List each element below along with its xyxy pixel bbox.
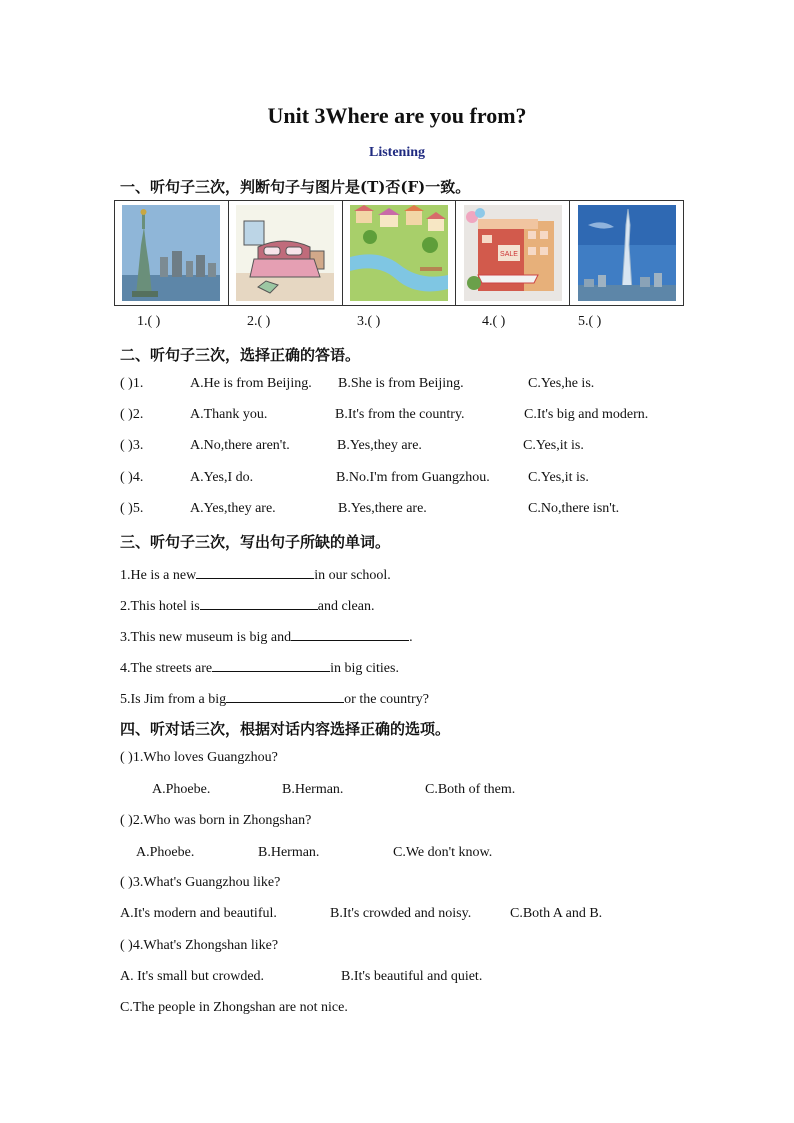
s3-sentence-1-start: 1.He is a new bbox=[120, 568, 197, 583]
s4-q4-option-b: B.It's beautiful and quiet. bbox=[341, 969, 483, 984]
s2-q2-number[interactable]: ( )2. bbox=[120, 407, 144, 422]
section1-heading: 一、听句子三次，判断句子与图片是(T)否(F)一致。 bbox=[120, 178, 471, 196]
section4-heading: 四、听对话三次，根据对话内容选择正确的选项。 bbox=[120, 720, 451, 738]
s3-blank-1[interactable] bbox=[196, 564, 314, 579]
s4-q1-option-c: C.Both of them. bbox=[425, 782, 516, 797]
s2-q5-number[interactable]: ( )5. bbox=[120, 501, 144, 516]
s3-sentence-2-end: and clean. bbox=[317, 599, 375, 614]
s2-q1-number[interactable]: ( )1. bbox=[120, 376, 144, 391]
shopping-mall-icon bbox=[464, 205, 562, 301]
answer-5[interactable]: 5.( ) bbox=[578, 314, 602, 329]
s3-sentence-4 bbox=[120, 657, 399, 677]
picture-cell-5 bbox=[570, 201, 683, 305]
picture-cell-2 bbox=[229, 201, 343, 305]
section3-heading: 三、听句子三次，写出句子所缺的单词。 bbox=[120, 533, 391, 551]
s2-q5-option-c: C.No,there isn't. bbox=[528, 501, 620, 516]
s4-q2-option-b: B.Herman. bbox=[258, 845, 320, 860]
s3-sentence-1-end: in our school. bbox=[314, 568, 391, 583]
s3-blank-2[interactable] bbox=[200, 595, 318, 610]
s4-q2-option-c: C.We don't know. bbox=[393, 845, 493, 860]
s2-q1-option-b: B.She is from Beijing. bbox=[338, 376, 464, 391]
bed-icon bbox=[236, 205, 334, 301]
s2-q4-number[interactable]: ( )4. bbox=[120, 470, 144, 485]
s3-sentence-4-end: in big cities. bbox=[330, 661, 399, 676]
page-title: Unit 3Where are you from? bbox=[267, 103, 527, 128]
s3-sentence-2-start: 2.This hotel is bbox=[120, 599, 200, 614]
s4-q2-question[interactable]: ( )2.Who was born in Zhongshan? bbox=[120, 813, 312, 828]
s4-q4-question[interactable]: ( )4.What's Zhongshan like? bbox=[120, 938, 279, 953]
s3-blank-3[interactable] bbox=[291, 626, 409, 641]
s3-sentence-3 bbox=[120, 626, 413, 646]
s3-sentence-2 bbox=[120, 595, 374, 615]
s3-sentence-1 bbox=[120, 564, 391, 584]
s3-sentence-3-end: . bbox=[409, 630, 413, 645]
s4-q1-option-a: A.Phoebe. bbox=[152, 782, 211, 797]
s2-q5-option-b: B.Yes,there are. bbox=[338, 501, 427, 516]
picture-cell-4 bbox=[456, 201, 570, 305]
s2-q4-option-b: B.No.I'm from Guangzhou. bbox=[336, 470, 490, 485]
canton-tower-icon bbox=[578, 205, 676, 301]
s4-q3-question[interactable]: ( )3.What's Guangzhou like? bbox=[120, 875, 281, 890]
s2-q1-option-a: A.He is from Beijing. bbox=[190, 376, 312, 391]
s2-q2-option-b: B.It's from the country. bbox=[335, 407, 465, 422]
picture-cell-3 bbox=[343, 201, 457, 305]
page-subtitle: Listening bbox=[368, 145, 425, 160]
s2-q5-option-a: A.Yes,they are. bbox=[190, 501, 276, 516]
answer-4[interactable]: 4.( ) bbox=[482, 314, 506, 329]
s3-blank-5[interactable] bbox=[226, 688, 344, 703]
s4-q1-question[interactable]: ( )1.Who loves Guangzhou? bbox=[120, 750, 278, 765]
s3-sentence-3-start: 3.This new museum is big and bbox=[120, 630, 292, 645]
section2-heading: 二、听句子三次，选择正确的答语。 bbox=[120, 346, 361, 364]
s3-sentence-5 bbox=[120, 688, 429, 708]
s3-sentence-4-start: 4.The streets are bbox=[120, 661, 213, 676]
s2-q4-option-a: A.Yes,I do. bbox=[190, 470, 254, 485]
picture-cell-1 bbox=[115, 201, 229, 305]
s4-q3-option-a: A.It's modern and beautiful. bbox=[120, 906, 277, 921]
s4-q4-option-a: A. It's small but crowded. bbox=[120, 969, 265, 984]
s2-q4-option-c: C.Yes,it is. bbox=[528, 470, 589, 485]
village-icon bbox=[350, 205, 448, 301]
s4-q3-option-b: B.It's crowded and noisy. bbox=[330, 906, 472, 921]
s4-q1-option-b: B.Herman. bbox=[282, 782, 344, 797]
statue-of-liberty-icon bbox=[122, 205, 220, 301]
s2-q3-option-a: A.No,there aren't. bbox=[190, 438, 290, 453]
s2-q1-option-c: C.Yes,he is. bbox=[528, 376, 595, 391]
s3-sentence-5-end: or the country? bbox=[344, 692, 429, 707]
picture-row bbox=[114, 200, 684, 306]
answer-2[interactable]: 2.( ) bbox=[247, 314, 271, 329]
answer-3[interactable]: 3.( ) bbox=[357, 314, 381, 329]
s3-sentence-5-start: 5.Is Jim from a big bbox=[120, 692, 227, 707]
s2-q3-option-c: C.Yes,it is. bbox=[523, 438, 584, 453]
s2-q3-number[interactable]: ( )3. bbox=[120, 438, 144, 453]
s4-q2-option-a: A.Phoebe. bbox=[136, 845, 195, 860]
s2-q2-option-c: C.It's big and modern. bbox=[524, 407, 649, 422]
answer-1[interactable]: 1.( ) bbox=[137, 314, 161, 329]
svg-text:SALE: SALE bbox=[499, 251, 518, 258]
s4-q4-option-c: C.The people in Zhongshan are not nice. bbox=[120, 1000, 348, 1015]
s2-q3-option-b: B.Yes,they are. bbox=[337, 438, 422, 453]
s2-q2-option-a: A.Thank you. bbox=[190, 407, 268, 422]
s3-blank-4[interactable] bbox=[212, 657, 330, 672]
s4-q3-option-c: C.Both A and B. bbox=[510, 906, 603, 921]
